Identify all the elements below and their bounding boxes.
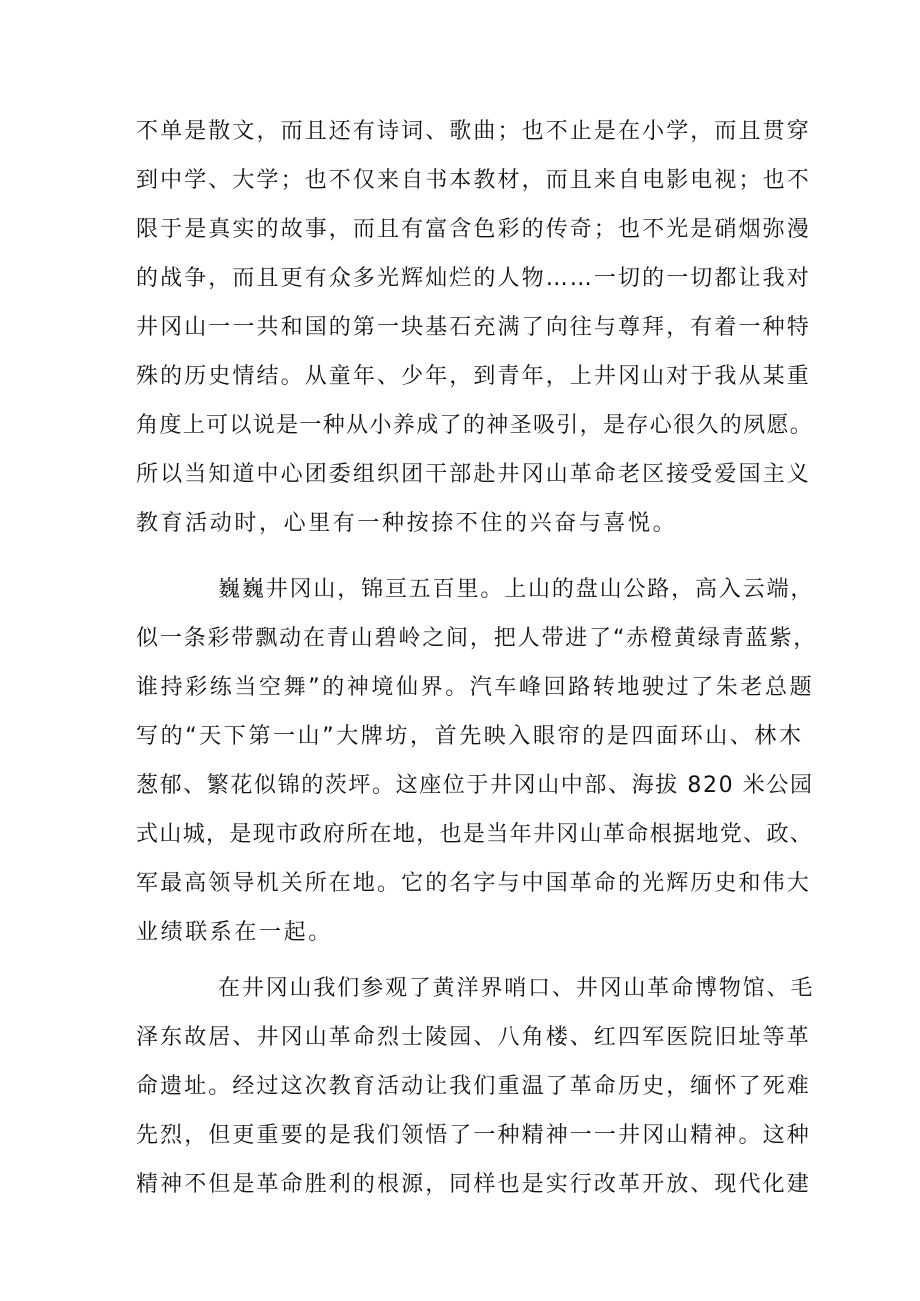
- text-line: 井冈山一一共和国的第一块基石充满了向往与尊拜，有着一种特: [136, 315, 811, 340]
- text-line: 似一条彩带飘动在青山碧岭之间，把人带进了“赤橙黄绿青蓝紫，: [136, 626, 818, 651]
- text-line: 殊的历史情结。从童年、少年，到青年，上井冈山对于我从某重: [136, 364, 811, 389]
- text-line: 在井冈山我们参观了黄洋界哨口、井冈山革命博物馆、毛: [218, 976, 815, 1001]
- text-line: 写的“天下第一山”大牌坊，首先映入眼帘的是四面环山、林木: [136, 724, 804, 749]
- text-line: 葱郁、繁花似锦的茨坪。这座位于井冈山中部、海拔 820 米公园: [136, 773, 814, 798]
- text-line: 到中学、大学；也不仅来自书本教材，而且来自电影电视；也不: [136, 168, 811, 193]
- text-line: 限于是真实的故事，而且有富含色彩的传奇；也不光是硝烟弥漫: [136, 217, 811, 242]
- text-line: 角度上可以说是一种从小养成了的神圣吸引，是存心很久的夙愿。: [136, 413, 814, 438]
- text-line: 谁持彩练当空舞”的神境仙界。汽车峰回路转地驶过了朱老总题: [136, 675, 815, 700]
- text-line: 泽东故居、井冈山革命烈士陵园、八角楼、红四军医院旧址等革: [136, 1025, 811, 1050]
- text-line: 不单是散文，而且还有诗词、歌曲；也不止是在小学，而且贯穿: [136, 119, 811, 144]
- text-line: 先烈，但更重要的是我们领悟了一种精神一一井冈山精神。这种: [136, 1123, 811, 1148]
- text-line: 的战争，而且更有众多光辉灿烂的人物……一切的一切都让我对: [136, 266, 811, 291]
- text-line: 式山城，是现市政府所在地，也是当年井冈山革命根据地党、政、: [136, 822, 814, 847]
- text-line: 军最高领导机关所在地。它的名字与中国革命的光辉历史和伟大: [136, 871, 811, 896]
- text-line: 所以当知道中心团委组织团干部赴井冈山革命老区接受爱国主义: [136, 462, 811, 487]
- text-line: 教育活动时，心里有一种按捺不住的兴奋与喜悦。: [136, 511, 678, 536]
- text-line: 业绩联系在一起。: [136, 920, 333, 945]
- text-line: 巍巍井冈山，锦亘五百里。上山的盘山公路，高入云端，: [218, 577, 815, 602]
- text-line: 精神不但是革命胜利的根源，同样也是实行改革开放、现代化建: [136, 1172, 811, 1197]
- text-line: 命遗址。经过这次教育活动让我们重温了革命历史，缅怀了死难: [136, 1074, 811, 1099]
